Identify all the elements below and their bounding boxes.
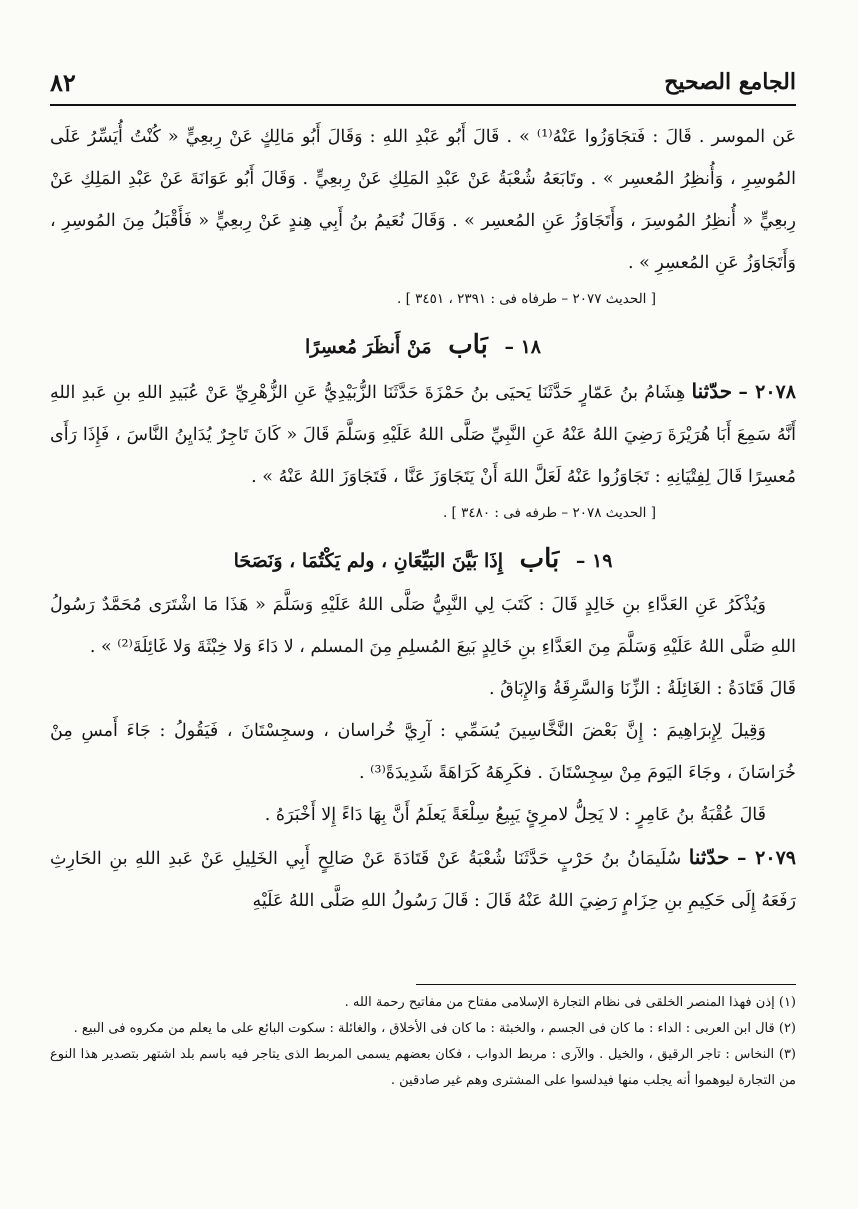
hadith-reference: [ الحديث ٢٠٧٨ – طرفه فى : ٣٤٨٠ ] . [442, 505, 656, 521]
footnote-separator [416, 984, 796, 985]
haddathana-label: حدّثنا [691, 379, 733, 403]
chapter-title: مَنْ أَنظَرَ مُعسِرًا [305, 336, 432, 358]
hadith-2079 [50, 836, 796, 922]
haddathana-label: حدّثنا [688, 845, 730, 869]
paragraph-ibrahim: وَقِيلَ لِإِبرَاهِيمَ : إِنَّ بَعْضَ النَّخَّاسِينَ يُسَمِّي : آرِيَّ خُراسان ، وسجِسْتَانَ ، فَيَقُولُ : جَاءَ أَمسِ مِنْ خُرَاسَانَ ، وجَاءَ اليَومَ مِنْ سِجِسْتَانَ . فكَرِهَهُ كَرَاهَةً شَدِيدَةً⁽³⁾ . [50, 721, 796, 783]
hadith-number: ٢٠٧٨ – [738, 381, 796, 403]
main-text [50, 116, 796, 922]
chapter-bab-label: بَاب [519, 544, 560, 574]
hadith-text: سُلَيمَانُ بنُ حَرْبٍ حَدَّثَنَا شُعْبَةُ عَنْ قَتَادَةَ عَنْ صَالِحٍ أَبِي الخَلِيلِ عَنْ عَبدِ اللهِ بنِ الحَارِثِ رَفَعَهُ إِلَى حَكِيمِ بنِ حِزَامٍ رَضِيَ اللهُ عَنْهُ قَالَ : قَالَ رَسُولُ اللهِ صَلَّى اللهُ عَلَيْهِ [50, 849, 796, 911]
paragraph-uqba: قَالَ عُقْبَةُ بنُ عَامِرٍ : لا يَحِلُّ لامرِئٍ يَبِيعُ سِلْعَةً يَعلَمُ أَنَّ بِهَا دَاءً إِلا أَخْبَرَهُ . [264, 805, 766, 825]
paragraph-yudhkar: وَيُذْكَرُ عَنِ العَدَّاءِ بنِ خَالِدٍ قَالَ : كَتَبَ لِي النَّبِيُّ صَلَّى اللهُ عَلَيْهِ وَسَلَّمَ « هَذَا مَا اشْتَرَى مُحَمَّدٌ رَسُولُ اللهِ صَلَّى اللهُ عَلَيْهِ وَسَلَّمَ مِنَ العَدَّاءِ بنِ خَالِدٍ بَيعَ المُسلِمِ مِنَ المسلم ، لا دَاءَ وَلا خِبْثَةَ وَلا غَائِلَةَ⁽²⁾ » . [50, 595, 796, 657]
paragraph-continuation: عَن الموسر . قَالَ : فَتجَاوَزُوا عَنْهُ⁽¹⁾ » . قَالَ أَبُو عَبْدِ اللهِ : وَقَالَ أَبُو مَالِكٍ عَنْ رِبعِيٍّ « كُنْتُ أُيَسِّرُ عَلَى المُوسِرِ ، وَأُنظِرُ المُعسِر » . وتَابَعَهُ شُعْبَةُ عَنْ عَبْدِ المَلِكِ عَنْ رِبعِيٍّ . وَقَالَ أَبُو عَوَانَةَ عَنْ عَبْدِ المَلِكِ عَنْ رِبعِيٍّ « أُنظِرُ المُوسِرَ ، وَأَتَجَاوَزُ عَنِ المُعسِر » . وَقَالَ نُعَيمُ بنُ أَبِي هِندٍ عَنْ رِبعِيٍّ « فَأَقْبَلُ مِنَ المُوسِرِ ، وَأَتَجَاوَزُ عَنِ المُعسِرِ » . [50, 127, 797, 273]
chapter-title: إِذَا بَيَّنَ البَيِّعَانِ ، ولم يَكْتُمَا ، وَنَصَحَا [233, 550, 503, 572]
footnote: (١) إذن فهذا المنصر الخلقى فى نظام التجارة الإسلامى مفتاح من مفاتيح رحمة الله . [344, 995, 796, 1010]
chapter-heading-19 [50, 536, 796, 584]
footnote: (٢) قال ابن العربى : الداء : ما كان فى الجسم ، والخبثة : ما كان فى الأخلاق ، والغائلة : سكوت البائع على ما يعلم من مكروه فى البيع . [73, 1021, 796, 1036]
hadith-number: ٢٠٧٩ – [736, 847, 796, 869]
footnotes [50, 990, 796, 1094]
hadith-reference: [ الحديث ٢٠٧٧ – طرفاه فى : ٢٣٩١ ، ٣٤٥١ ] . [397, 291, 656, 307]
chapter-bab-label: بَاب [448, 330, 488, 360]
hadith-2078 [50, 370, 796, 498]
running-title: الجامع الصحيح [664, 69, 796, 95]
chapter-number: ١٩ – [575, 550, 613, 572]
page-header [50, 60, 796, 106]
footnote: (٣) النخاس : تاجر الرقيق ، والخيل . والآرى : مربط الدواب ، فكان بعضهم يسمى المربط الذى يتاجر فيه باسم بلد اشتهر بتصدير هذا النوع من التجارة ليوهموا أنه يجلب منها فيدلسوا على المشترى وهم غير صادقين . [50, 1047, 796, 1088]
hadith-text: هِشَامُ بنُ عَمّارٍ حَدَّثَنَا يَحيَى بنُ حَمْزَةَ حَدَّثَنَا الزُّبَيْدِيُّ عَنِ الزُّهْرِيِّ عَنْ عُبَيدِ اللهِ بنِ عَبدِ اللهِ أَنَّهُ سَمِعَ أَبَا هُرَيْرَةَ رَضِيَ اللهُ عَنْهُ عَنِ النَّبِيِّ صَلَّى اللهُ عَلَيْهِ وَسَلَّمَ قَالَ « كَانَ تَاجِرٌ يُدَايِنُ النَّاسَ ، فَإِذَا رَأَى مُعسِرًا قَالَ لِفِتْيَانِهِ : تَجَاوَزُوا عَنْهُ لَعَلَّ اللهَ أَنْ يَتَجَاوَزَ عَنَّا ، فَتَجَاوَزَ اللهُ عَنْهُ » . [50, 383, 796, 487]
page-number: ٨٢ [50, 67, 76, 97]
paragraph-qatada: قَالَ قَتَادَةُ : الغَائِلَةُ : الزِّنَا وَالسَّرِقَةُ وَالإِبَاقُ . [488, 679, 796, 699]
chapter-heading-18 [50, 322, 796, 370]
chapter-number: ١٨ – [504, 336, 541, 358]
